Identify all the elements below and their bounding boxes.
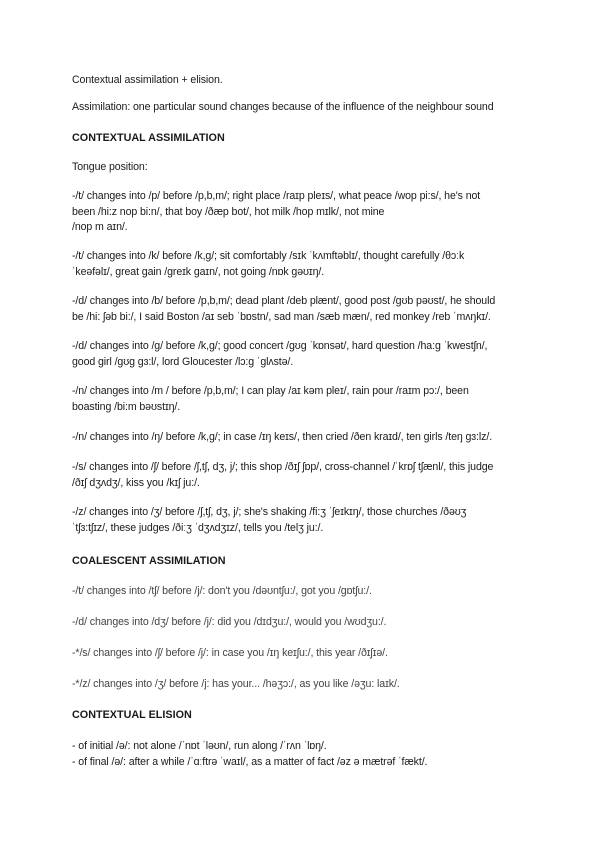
rule-n-to-m-line1: -/n/ changes into /m / before /p,b,m/; I can play /aɪ kəm pleɪ/, rain pour /raɪm pɔ:/, been xyxy=(72,385,469,397)
intro-title: Contextual assimilation + elision. xyxy=(72,74,223,86)
rule-coalescent-d: -/d/ changes into /dʒ/ before /j/: did you /dɪdʒu:/, would you /wʊdʒu:/. xyxy=(72,616,387,628)
elision-initial: - of initial /ə/: not alone /ˈnɒt ˈləʊn/, run along /ˈrʌn ˈlɒŋ/. xyxy=(72,740,327,752)
rule-z-to-zh-line2: ˈtʃɜ:tʃɪz/, these judges /ðiːʒ ˈdʒʌdʒɪz/, tells you /telʒ ju:/. xyxy=(72,522,324,534)
rule-n-to-m-line2: boasting /bi:m bəʊstɪŋ/. xyxy=(72,401,181,413)
rule-d-to-g-line1: -/d/ changes into /g/ before /k,g/; good concert /gʊg ˈkɒnsət/, hard question /ha:g ˈkwestʃn/, xyxy=(72,340,488,352)
rule-n-to-ng: -/n/ changes into /ŋ/ before /k,g/; in case /ɪŋ keɪs/, then cried /ðen kraɪd/, ten girls /teŋ gɜ:lz/. xyxy=(72,431,493,443)
rule-t-to-p-line1: -/t/ changes into /p/ before /p,b,m/; right place /raɪp pleɪs/, what peace /wop pi:s/, he's not xyxy=(72,190,481,202)
heading-contextual-elision: CONTEXTUAL ELISION xyxy=(72,709,192,721)
rule-coalescent-s: -*/s/ changes into /ʃ/ before /j/: in case you /ɪŋ keɪʃu:/, this year /ðɪʃɪə/. xyxy=(72,647,388,659)
rule-coalescent-t: -/t/ changes into /tʃ/ before /j/: don't you /dəʊntʃu:/, got you /gɒtʃu:/. xyxy=(72,585,372,597)
rule-s-to-sh-line2: /ðɪʃ dʒʌdʒ/, kiss you /kɪʃ ju:/. xyxy=(72,477,200,489)
elision-final: - of final /ə/: after a while /ˈɑːftrə ˈwaɪl/, as a matter of fact /əz ə mætrəf ˈfækt/. xyxy=(72,756,428,768)
rule-d-to-b-line2: be /hi: ʃəb bi:/, I said Boston /aɪ seb ˈbɒstn/, sad man /sæb mæn/, red monkey /reb ˈmʌŋkɪ/. xyxy=(72,311,491,323)
heading-coalescent-assimilation: COALESCENT ASSIMILATION xyxy=(72,555,226,567)
rule-d-to-b-line1: -/d/ changes into /b/ before /p,b,m/; dead plant /deb plænt/, good post /gʊb pəʊst/, he should xyxy=(72,295,496,307)
rule-z-to-zh-line1: -/z/ changes into /ʒ/ before /ʃ,tʃ, dʒ, j/; she's shaking /fi:ʒ ˈʃeɪkɪŋ/, those churches /ðəʊʒ xyxy=(72,506,467,518)
rule-t-to-p-line2: been /hi:z nop bi:n/, that boy /ðæp bot/, hot milk /hop mɪlk/, not mine xyxy=(72,206,385,218)
rule-coalescent-z: -*/z/ changes into /ʒ/ before /j: has your... /həʒɔ:/, as you like /əʒu: laɪk/. xyxy=(72,678,400,690)
assimilation-definition: Assimilation: one particular sound changes because of the influence of the neighbour sound xyxy=(72,101,494,113)
rule-t-to-p-line3: /nop m aɪn/. xyxy=(72,221,128,233)
rule-t-to-k-line1: -/t/ changes into /k/ before /k,g/; sit comfortably /sɪk ˈkʌmftəblɪ/, thought carefully /θɔːk xyxy=(72,250,465,262)
rule-d-to-g-line2: good girl /gʊg gɜ:l/, lord Gloucester /lɔ:g ˈglʌstə/. xyxy=(72,356,294,368)
rule-s-to-sh-line1: -/s/ changes into /ʃ/ before /ʃ,tʃ, dʒ, j/; this shop /ðɪʃ ʃɒp/, cross-channel /ˈkrɒʃ tʃænl/, this judge xyxy=(72,461,494,473)
heading-contextual-assimilation: CONTEXTUAL ASSIMILATION xyxy=(72,132,225,144)
rule-t-to-k-line2: ˈkeəfəlɪ/, great gain /greɪk gaɪn/, not going /nɒk gəʊɪŋ/. xyxy=(72,266,325,278)
tongue-position-label: Tongue position: xyxy=(72,161,148,173)
